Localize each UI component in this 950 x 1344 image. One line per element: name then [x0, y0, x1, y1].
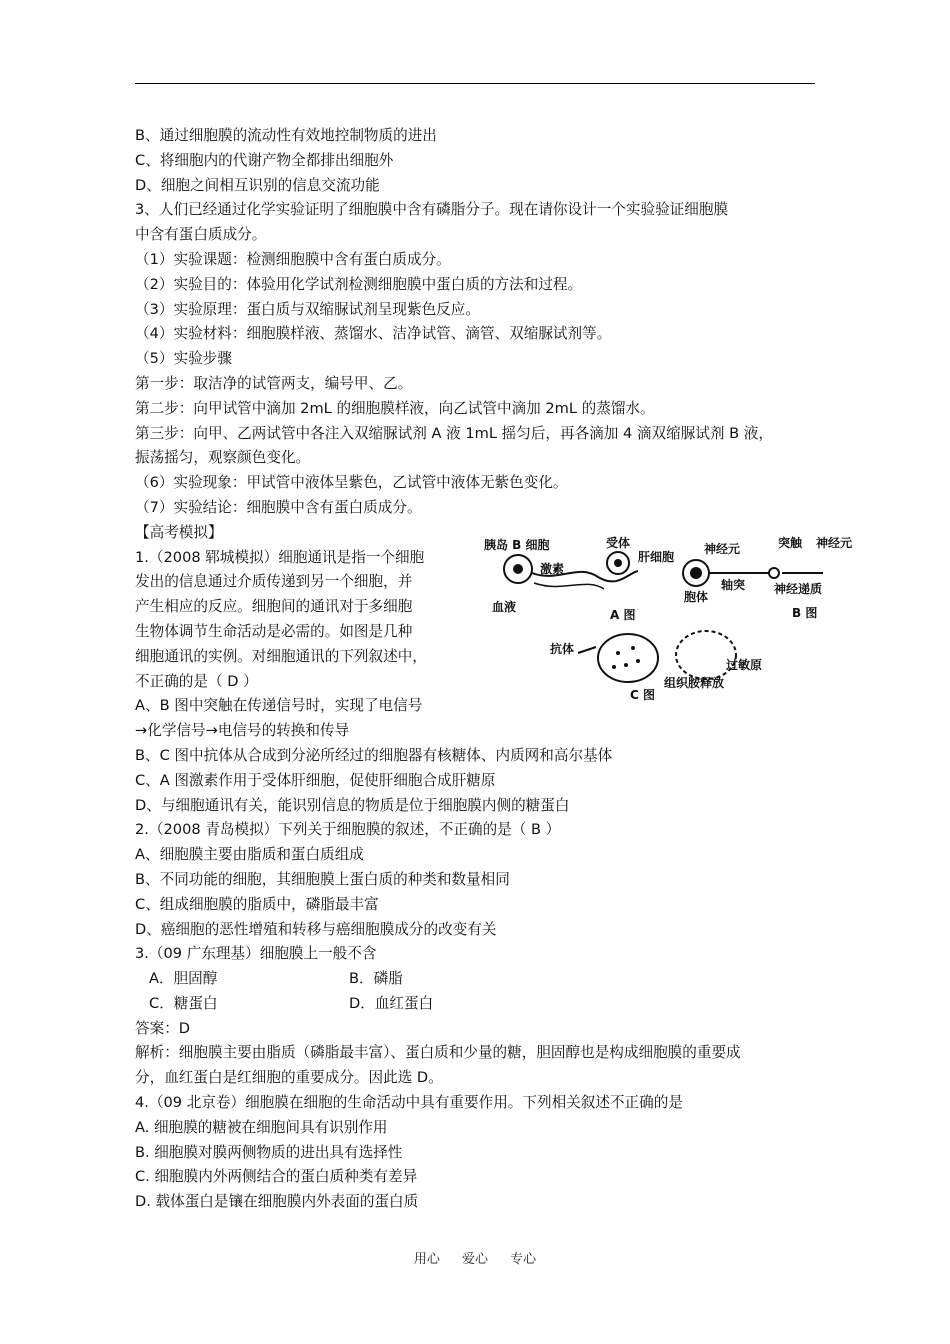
text-line: （4）实验材料：细胞膜样液、蒸馏水、洁净试管、滴管、双缩脲试剂等。 — [135, 325, 612, 343]
page-footer: 用心 爱心 专心 — [413, 1252, 537, 1267]
text-line: C、组成细胞膜的脂质中，磷脂最丰富 — [135, 895, 379, 913]
label-shouti: 受体 — [606, 536, 631, 550]
text-line: 解析：细胞膜主要由脂质（磷脂最丰富）、蛋白质和少量的糖，胆固醇也是构成细胞膜的重要成 — [135, 1044, 741, 1062]
text-line: （3）实验原理：蛋白质与双缩脲试剂呈现紫色反应。 — [135, 300, 480, 318]
text-line: 中含有蛋白质成分。 — [135, 226, 267, 244]
text-line: 第一步：取洁净的试管两支，编号甲、乙。 — [135, 374, 413, 392]
text-line: （5）实验步骤 — [135, 350, 232, 368]
label-c-tu: C 图 — [630, 688, 655, 701]
label-zhoutu: 轴突 — [721, 578, 746, 592]
text-line: （2）实验目的：体验用化学试剂检测细胞膜中蛋白质的方法和过程。 — [135, 275, 583, 293]
text-line: （1）实验课题：检测细胞膜中含有蛋白质成分。 — [135, 250, 451, 268]
figure-c — [550, 631, 762, 701]
text-line: 3.（09 广东理基）细胞膜上一般不含 — [135, 945, 377, 963]
text-line: 第三步：向甲、乙两试管中各注入双缩脲试剂 A 液 1mL 摇匀后，再各滴加 4 滴双缩脲试剂 B 液， — [135, 424, 773, 442]
text-line: 1.（2008 郓城模拟）细胞通讯是指一个细胞 — [135, 548, 425, 566]
label-baoti: 胞体 — [684, 590, 709, 604]
label-kangti: 抗体 — [550, 642, 575, 656]
option-row — [135, 992, 825, 1017]
text-line: 3、人们已经通过化学实验证明了细胞膜中含有磷脂分子。现在请你设计一个实验验证细胞膜 — [135, 201, 729, 219]
option-right: B．磷脂 — [349, 970, 403, 988]
label-tuchu: 突触 — [778, 536, 803, 550]
label-guominyuan: 过敏原 — [726, 658, 763, 672]
cell-communication-figure — [478, 533, 863, 701]
option-row — [135, 967, 825, 992]
label-xueye: 血液 — [492, 600, 517, 614]
section-bottom — [135, 719, 825, 967]
text-line: B、不同功能的细胞，其细胞膜上蛋白质的种类和数量相同 — [135, 870, 510, 888]
text-line: B、通过细胞膜的流动性有效地控制物质的进出 — [135, 127, 437, 144]
figure-b — [683, 535, 852, 620]
label-shenjingyuan1: 神经元 — [704, 542, 741, 556]
text-line: C、A 图激素作用于受体肝细胞，促使肝细胞合成肝糖原 — [135, 771, 496, 789]
text-line: B. 细胞膜对膜两侧物质的进出具有选择性 — [135, 1143, 403, 1161]
label-dizhi: 神经递质 — [774, 582, 823, 596]
text-line: C. 细胞膜内外两侧结合的蛋白质种类有差异 — [135, 1168, 418, 1186]
option-right: D．血红蛋白 — [349, 994, 434, 1012]
text-line: D、细胞之间相互识别的信息交流功能 — [135, 176, 380, 194]
text-line: 细胞通讯的实例。对细胞通讯的下列叙述中， — [135, 647, 427, 665]
label-yidao: 胰岛 B 细胞 — [484, 538, 550, 552]
text-line: D、与细胞通讯有关，能识别信息的物质是位于细胞膜内侧的糖蛋白 — [135, 796, 570, 814]
section-end — [135, 1017, 825, 1215]
question-3-options — [135, 967, 825, 1017]
text-line: 振荡摇匀，观察颜色变化。 — [135, 449, 311, 467]
text-line: 2.（2008 青岛模拟）下列关于细胞膜的叙述，不正确的是（ B ） — [135, 821, 561, 839]
text-line: 生物体调节生命活动是必需的。如图是几种 — [135, 622, 413, 640]
text-line: C、将细胞内的代谢产物全都排出细胞外 — [135, 151, 394, 169]
text-line: 第二步：向甲试管中滴加 2mL 的细胞膜样液，向乙试管中滴加 2mL 的蒸馏水。 — [135, 399, 655, 417]
figure-a — [484, 535, 674, 622]
label-shenjingyuan2: 神经元 — [816, 536, 853, 550]
text-line: A、细胞膜主要由脂质和蛋白质组成 — [135, 846, 364, 864]
option-left: C．糖蛋白 — [149, 994, 218, 1012]
text-line: 发出的信息通过介质传递到另一个细胞，并 — [135, 573, 413, 591]
text-line: →化学信号→电信号的转换和传导 — [135, 722, 350, 740]
text-line: 答案：D — [135, 1019, 191, 1037]
option-left: A．胆固醇 — [149, 970, 218, 988]
text-line: 【高考模拟】 — [135, 523, 223, 541]
text-line: A、B 图中突触在传递信号时，实现了电信号 — [135, 697, 423, 715]
text-line: （6）实验现象：甲试管中液体呈紫色，乙试管中液体无紫色变化。 — [135, 474, 568, 492]
text-line: D. 载体蛋白是镶在细胞膜内外表面的蛋白质 — [135, 1193, 419, 1211]
label-zuzhian: 组织胺释放 — [664, 676, 725, 690]
section-top — [135, 124, 825, 546]
header-rule — [135, 83, 815, 84]
text-line: D、癌细胞的恶性增殖和转移与癌细胞膜成分的改变有关 — [135, 920, 497, 938]
text-line: 4.（09 北京卷）细胞膜在细胞的生命活动中具有重要作用。下列相关叙述不正确的是 — [135, 1094, 683, 1112]
label-a-tu: A 图 — [610, 608, 636, 622]
text-line: 分，血红蛋白是红细胞的重要成分。因此选 D。 — [135, 1069, 443, 1087]
label-b-tu: B 图 — [792, 606, 818, 620]
text-line: 产生相应的反应。细胞间的通讯对于多细胞 — [135, 598, 413, 616]
text-line: 不正确的是（ D ） — [135, 672, 258, 690]
text-line: B、C 图中抗体从合成到分泌所经过的细胞器有核糖体、内质网和高尔基体 — [135, 746, 613, 764]
label-gan: 肝细胞 — [638, 550, 675, 564]
text-line: （7）实验结论：细胞膜中含有蛋白质成分。 — [135, 498, 422, 516]
text-line: A. 细胞膜的糖被在细胞间具有识别作用 — [135, 1118, 388, 1136]
label-jisu: 激素 — [540, 562, 565, 576]
